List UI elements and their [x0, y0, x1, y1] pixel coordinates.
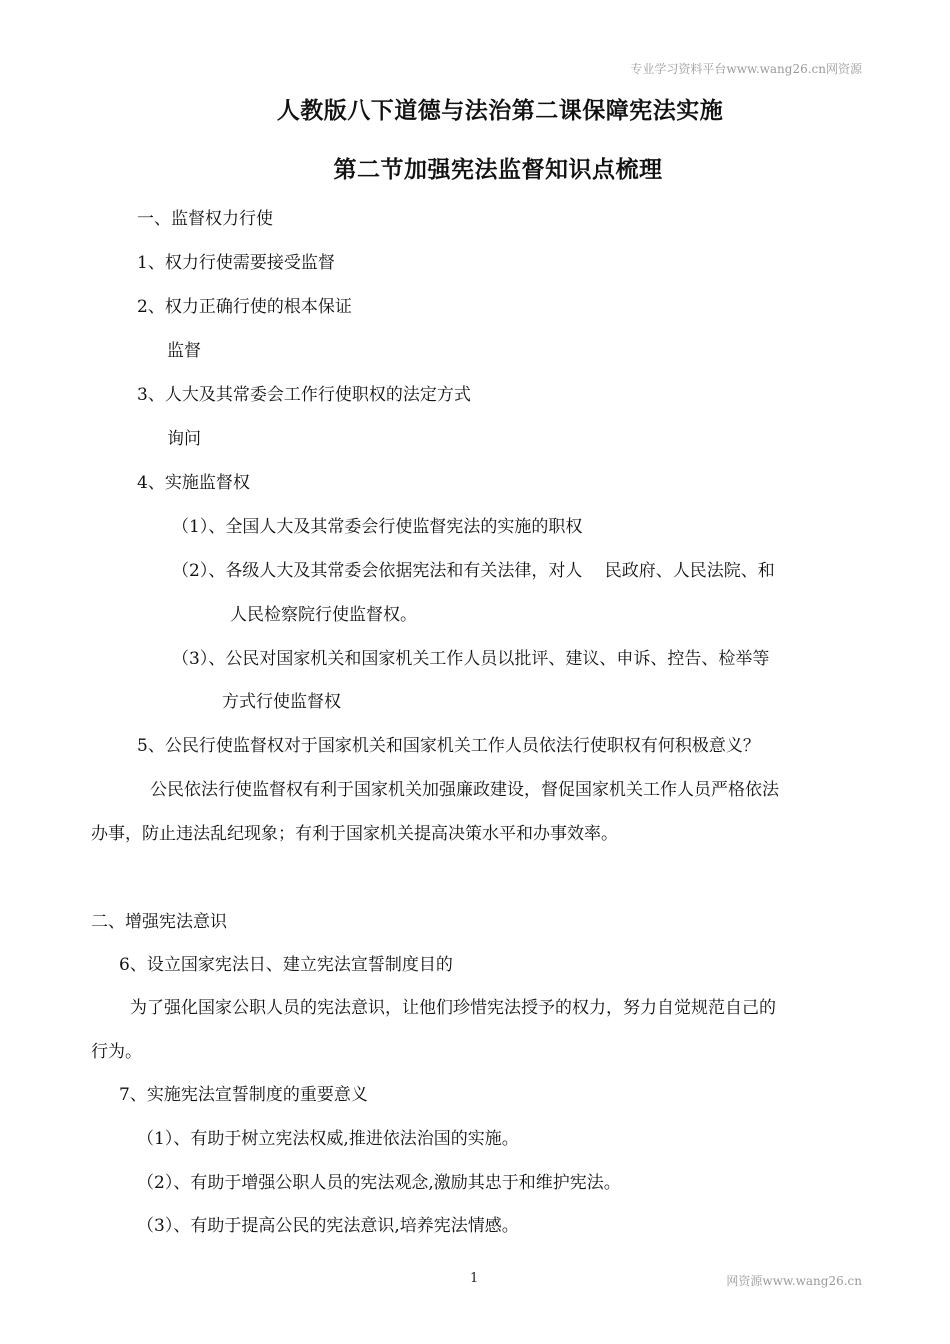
item-4-sub-1: （1）、全国人大及其常委会行使监督宪法的实施的职权 — [172, 517, 583, 537]
item-4-sub-2-cont: 人民检察院行使监督权。 — [230, 605, 417, 625]
item-4: 4、实施监督权 — [137, 473, 250, 493]
item-2-answer: 监督 — [167, 341, 201, 361]
item-7-sub-3: （3）、有助于提高公民的宪法意识,培养宪法情感。 — [137, 1216, 519, 1236]
document-title: 人教版八下道德与法治第二课保障宪法实施 — [276, 98, 724, 124]
section-heading-1: 一、监督权力行使 — [137, 209, 273, 229]
item-5-answer-cont: 办事，防止违法乱纪现象；有利于国家机关提高决策水平和办事效率。 — [91, 824, 618, 844]
item-1: 1、权力行使需要接受监督 — [137, 253, 335, 273]
item-7: 7、实施宪法宣誓制度的重要意义 — [119, 1085, 368, 1105]
item-5-answer: 公民依法行使监督权有利于国家机关加强廉政建设，督促国家机关工作人员严格依法 — [150, 780, 779, 800]
item-7-sub-1: （1）、有助于树立宪法权威,推进依法治国的实施。 — [137, 1129, 519, 1149]
item-6: 6、设立国家宪法日、建立宪法宣誓制度目的 — [119, 955, 453, 975]
document-subtitle: 第二节加强宪法监督知识点梳理 — [333, 157, 663, 183]
item-6-answer-cont: 行为。 — [91, 1042, 142, 1062]
item-3: 3、人大及其常委会工作行使职权的法定方式 — [137, 385, 471, 405]
header-watermark: 专业学习资料平台www.wang26.cn网资源 — [630, 62, 862, 76]
item-6-answer: 为了强化国家公职人员的宪法意识，让他们珍惜宪法授予的权力，努力自觉规范自己的 — [130, 998, 776, 1018]
item-2: 2、权力正确行使的根本保证 — [137, 297, 352, 317]
item-4-sub-3: （3）、公民对国家机关和国家机关工作人员以批评、建议、申诉、控告、检举等 — [172, 649, 770, 669]
section-heading-2: 二、增强宪法意识 — [91, 912, 227, 932]
item-5: 5、公民行使监督权对于国家机关和国家机关工作人员依法行使职权有何积极意义？ — [137, 736, 760, 756]
item-4-sub-3-cont: 方式行使监督权 — [222, 692, 341, 712]
footer-watermark: 网资源www.wang26.cn — [726, 1274, 862, 1288]
page-number: 1 — [470, 1271, 479, 1286]
item-3-answer: 询问 — [167, 429, 201, 449]
item-7-sub-2: （2）、有助于增强公职人员的宪法观念,激励其忠于和维护宪法。 — [137, 1173, 621, 1193]
item-4-sub-2: （2）、各级人大及其常委会依据宪法和有关法律，对人 民政府、人民法院、和 — [172, 561, 775, 581]
